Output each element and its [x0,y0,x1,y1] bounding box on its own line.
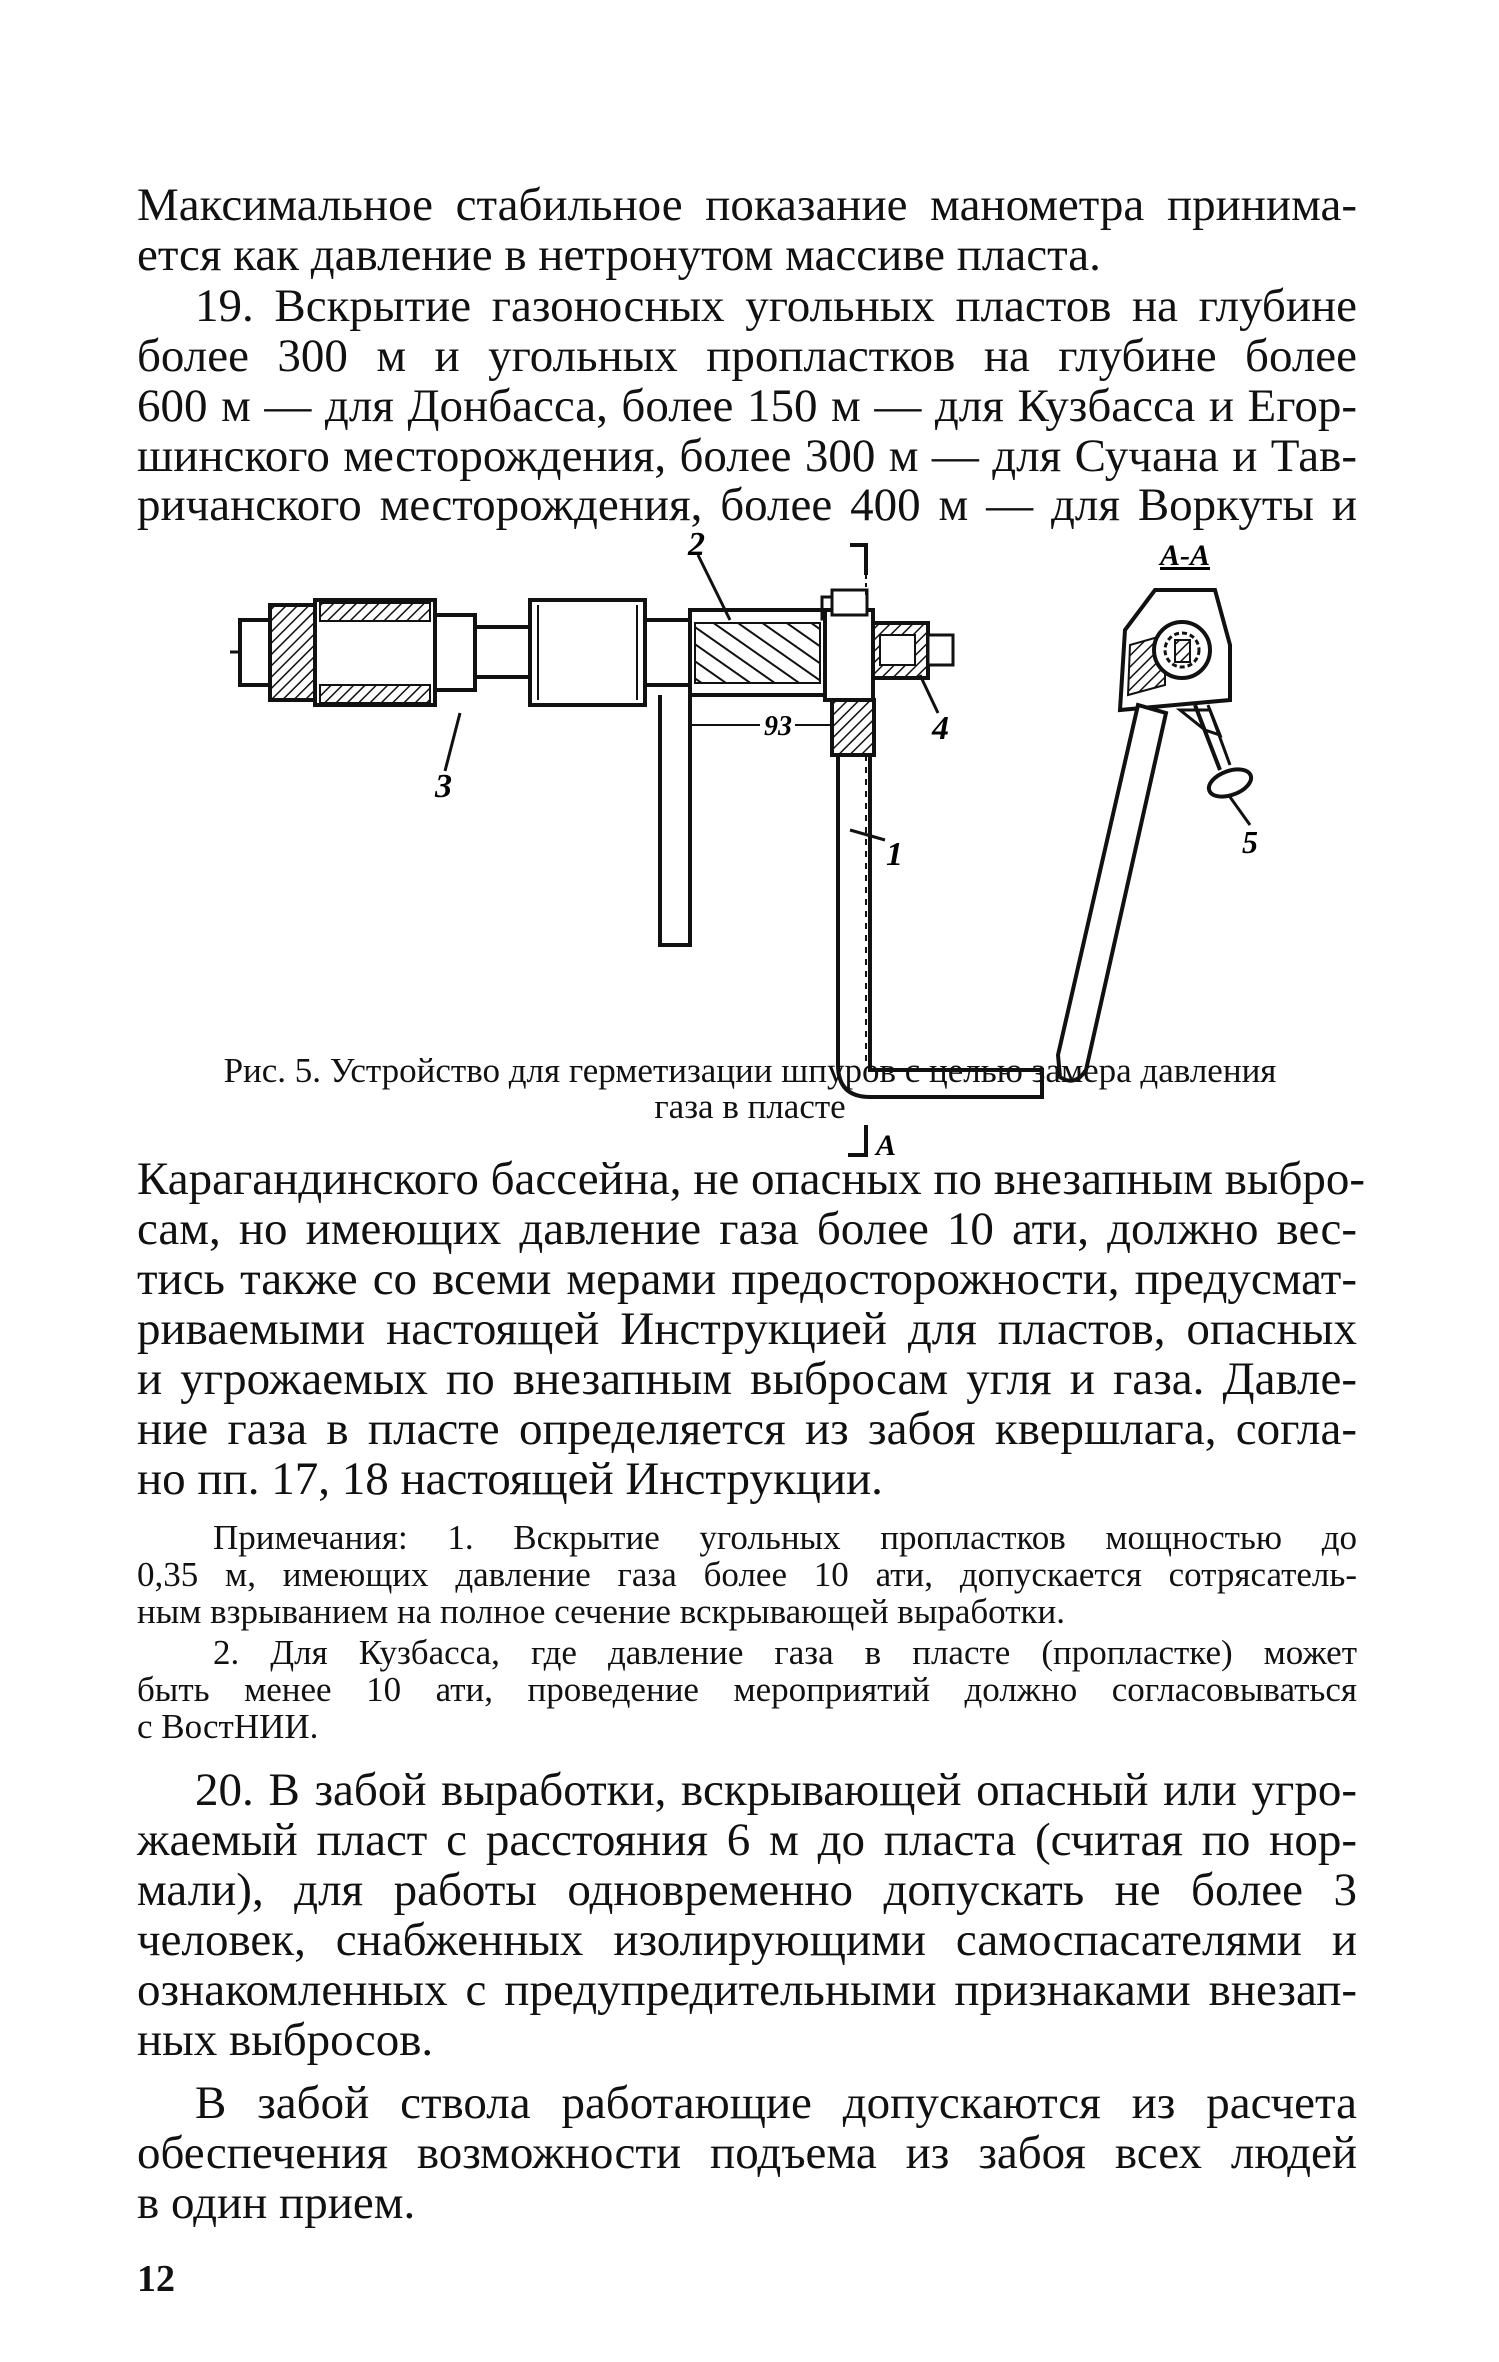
text-line: человек, снабженных изолирующими самоспасателями и [137,1914,1357,1966]
handle-1 [838,755,1042,1097]
front-packer-body [230,600,530,705]
text-line: ознакомленных с предупредительными признаками внезап- [137,1964,1357,2016]
label-5: 5 [1242,824,1258,860]
section-line-top [850,545,866,575]
lower-block [832,700,874,755]
central-tube [530,600,690,705]
label-3: 3 [435,768,452,805]
text-line: 600 м — для Донбасса, более 150 м — для Кузбасса и Егор- [137,380,1357,432]
label-section-aa: А-А [1160,539,1211,572]
text-line: Карагандинского бассейна, не опасных по внезапным выбро- [137,1153,1366,1205]
section-line-bottom [848,1125,866,1155]
right-fitting [873,623,953,678]
text-line: в один прием. [137,2177,416,2229]
text-line: жаемый пласт с расстояния 6 м до пласта (считая по нор- [137,1814,1357,1866]
label-2: 2 [688,526,705,563]
label-4: 4 [932,710,949,747]
text-line: ется как давление в нетронутом массиве пласта. [137,229,1101,281]
note-line: быть менее 10 ати, проведение мероприятий должно согласовываться [137,1670,1357,1709]
text-line: Максимальное стабильное показание манометра принима- [137,179,1357,231]
text-line: ние газа в пласте определяется из забоя квершлага, согла- [137,1403,1357,1455]
text-line: 19. Вскрытие газоносных угольных пластов на глубине [195,280,1357,332]
note-line: 2. Для Кузбасса, где давление газа в пласте (пропластке) может [213,1633,1357,1672]
screw-section [690,590,873,700]
note-line: ным взрыванием на полное сечение вскрывающей выработки. [137,1592,1065,1631]
text-line: тись также со всеми мерами предосторожности, предусмат- [137,1253,1357,1305]
text-line: ных выбросов. [137,2014,434,2066]
text-line: более 300 м и угольных пропластков на глубине более [137,330,1357,382]
text-line: сам, но имеющих давление газа более 10 ати, должно вес- [137,1203,1357,1255]
text-line: 20. В забой выработки, вскрывающей опасный или угро- [195,1764,1357,1816]
note-line: 0,35 м, имеющих давление газа более 10 ати, допускается сотрясатель- [137,1555,1357,1594]
text-line: В забой ствола работающие допускаются из расчета [195,2077,1357,2129]
label-93: 93 [764,711,792,742]
label-1: 1 [886,836,903,873]
text-line: шинского месторождения, более 300 м — для Сучана и Тав- [137,430,1357,482]
note-line: Примечания: 1. Вскрытие угольных пропластков мощностью до [213,1518,1357,1557]
page-number: 12 [137,2258,175,2300]
text-line: ричанского месторождения, более 400 м — для Воркуты и [137,479,1357,531]
text-line: обеспечения возможности подъема из забоя всех людей [137,2127,1357,2179]
text-line: но пп. 17, 18 настоящей Инструкции. [137,1453,883,1505]
text-line: и угрожаемых по внезапным выбросам угля и газа. Давле- [137,1353,1357,1405]
figure-caption-line: Рис. 5. Устройство для герметизации шпуров с целью замера давления [223,1051,1277,1090]
text-line: мали), для работы одновременно допускать не более 3 [137,1864,1357,1916]
cross-section-view [1058,539,1258,1081]
handle-left [660,695,690,945]
text-line: риваемыми настоящей Инструкцией для пластов, опасных [137,1303,1357,1355]
note-line: с ВостНИИ. [137,1707,319,1746]
label-section-a: А [876,1129,897,1162]
figure-caption-line: газа в пласте [654,1087,846,1126]
